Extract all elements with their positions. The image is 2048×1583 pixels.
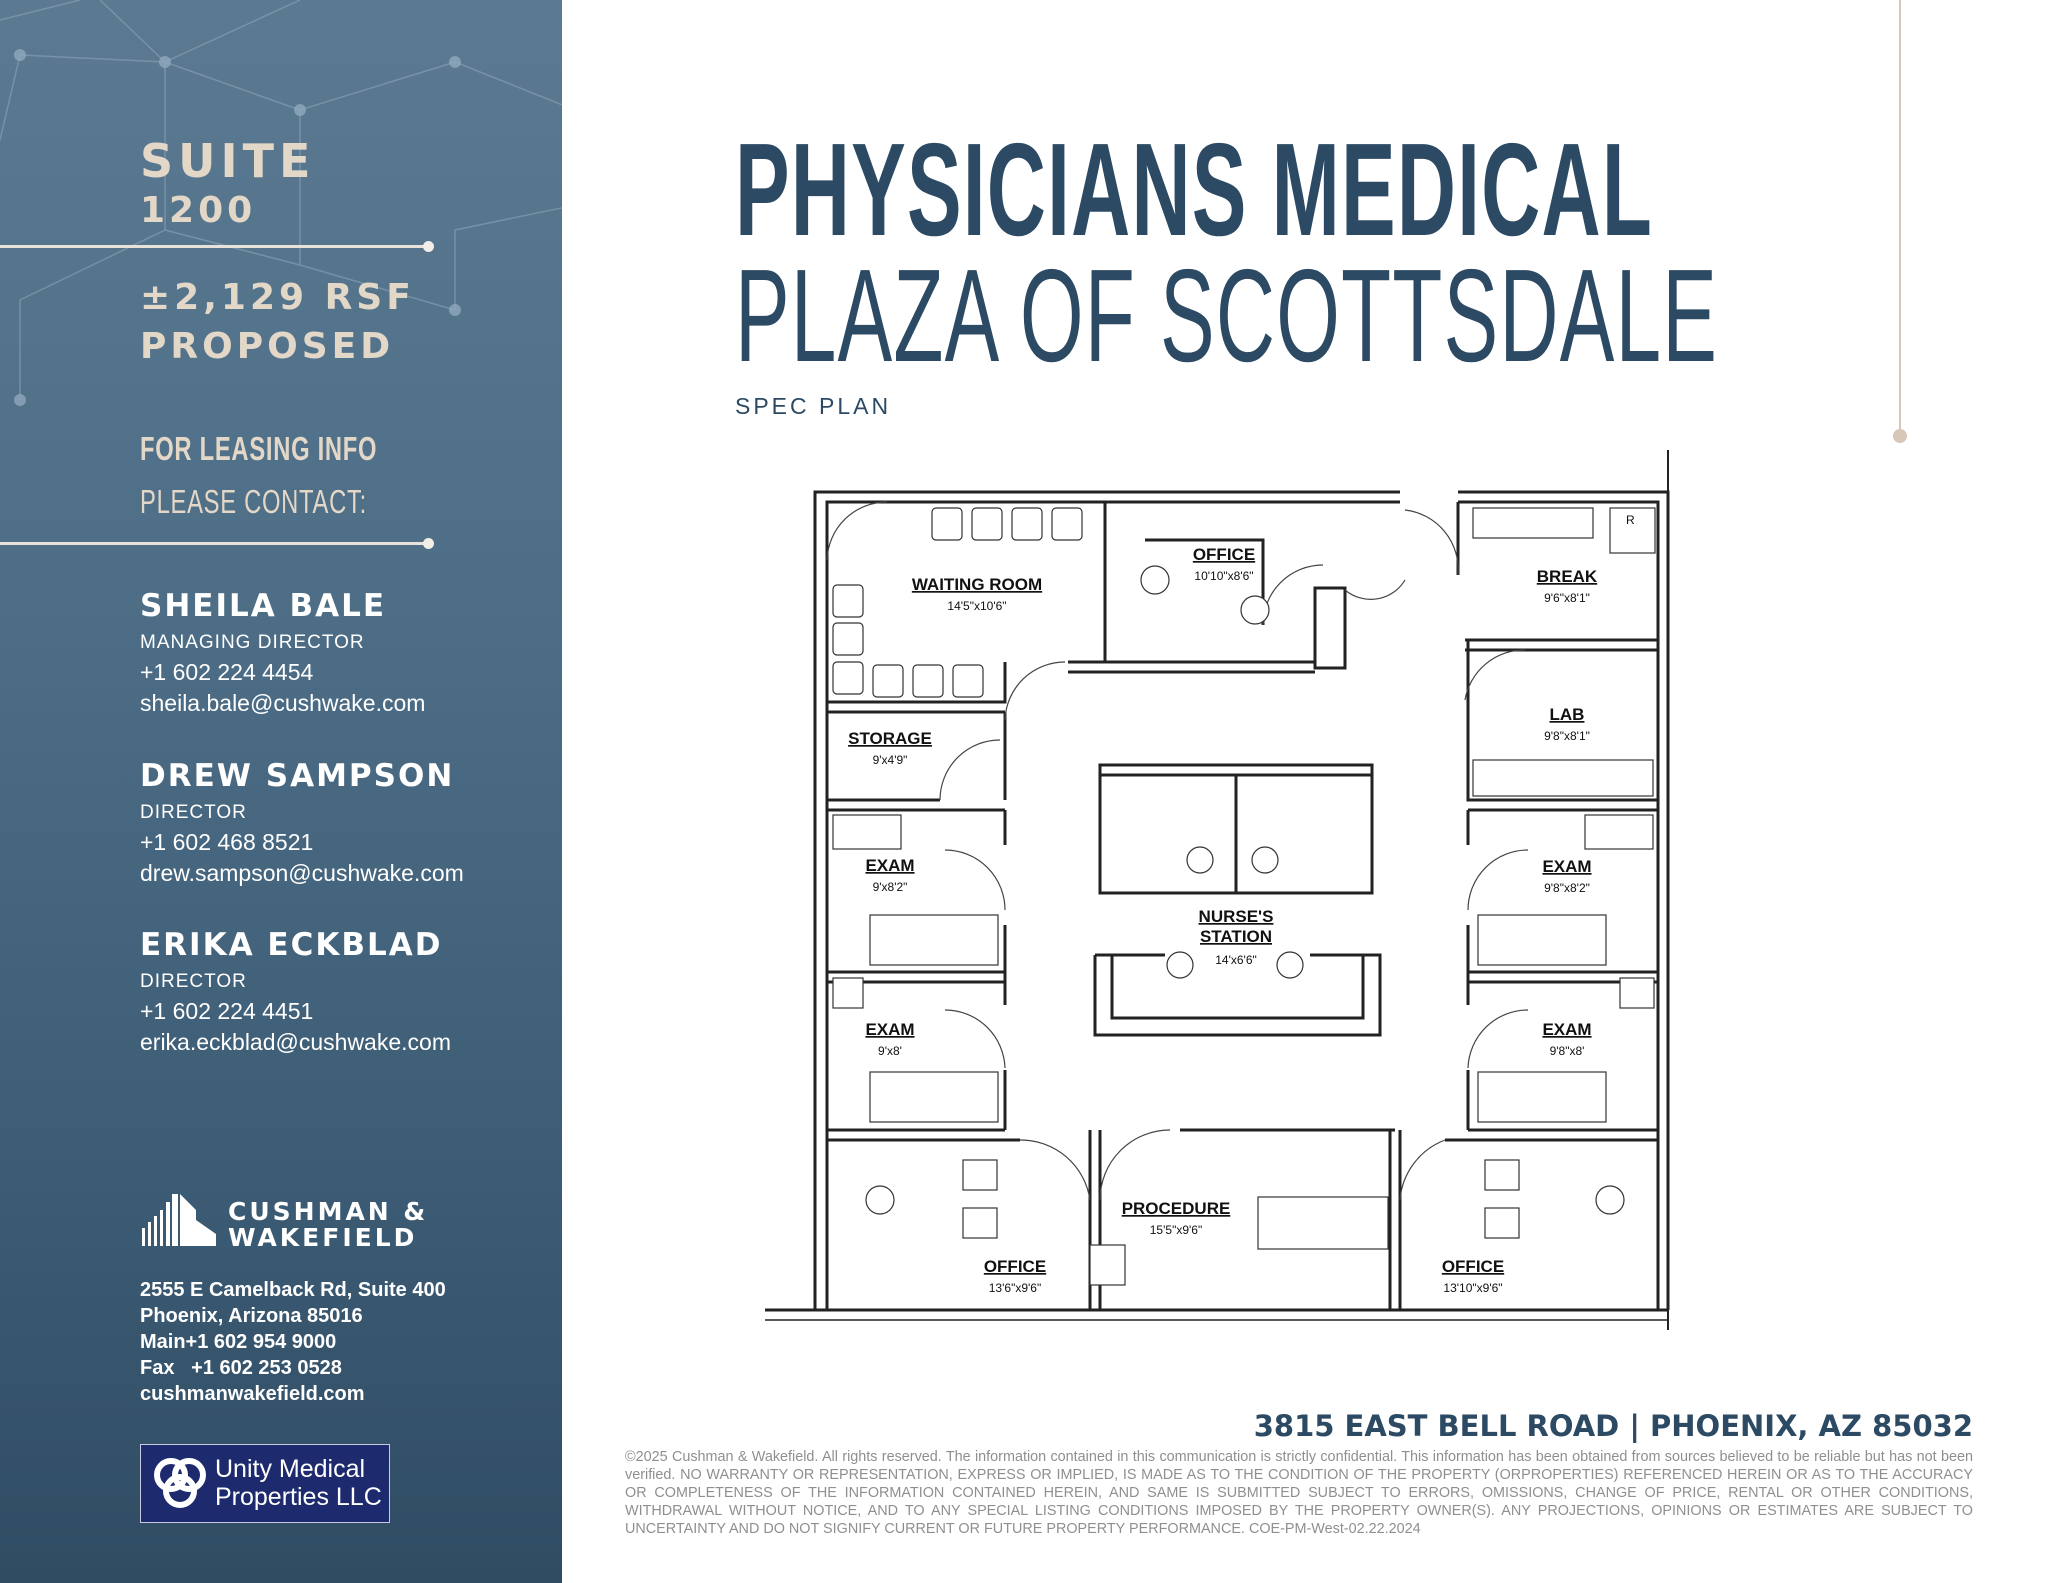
cushman-wakefield-logo-icon: [140, 1192, 220, 1248]
room-size: 10'10"x8'6": [1194, 569, 1254, 583]
contact-email[interactable]: erika.eckblad@cushwake.com: [140, 1029, 451, 1055]
contact-email[interactable]: sheila.bale@cushwake.com: [140, 690, 426, 716]
room-size: 9'8"x8': [1549, 1044, 1585, 1058]
room-size: 14'x6'6": [1215, 953, 1257, 967]
room-name: WAITING ROOM: [911, 575, 1043, 594]
brokerage-website[interactable]: cushmanwakefield.com: [140, 1383, 365, 1405]
brokerage-logo-line2: WAKEFIELD: [228, 1223, 418, 1252]
contact-name: ERIKA ECKBLAD: [140, 927, 443, 963]
sidebar: [0, 0, 562, 1583]
brokerage-address2: Phoenix, Arizona 85016: [140, 1305, 363, 1327]
room-name: EXAM: [1542, 857, 1592, 876]
room-size: 9'x4'9": [872, 753, 908, 767]
contact-title: DIRECTOR: [140, 802, 247, 823]
leasing-heading: FOR LEASING INFO: [140, 430, 378, 467]
contact-phone[interactable]: +1 602 224 4454: [140, 659, 314, 685]
room-size: 9'8"x8'1": [1544, 729, 1590, 743]
subtitle: SPEC PLAN: [735, 393, 892, 419]
divider-dot: [423, 241, 434, 252]
fridge-label: R: [1626, 513, 1635, 527]
rentable-square-feet: ±2,129 RSF: [140, 277, 415, 318]
room-size: 14'5"x10'6": [947, 599, 1007, 613]
contact-name: SHEILA BALE: [140, 588, 387, 624]
suite-status: PROPOSED: [140, 326, 395, 367]
room-size: 13'10"x9'6": [1443, 1281, 1503, 1295]
contact-phone[interactable]: +1 602 468 8521: [140, 829, 314, 855]
legal-disclaimer: ©2025 Cushman & Wakefield. All rights reserved. The information contained in this communication is strictly confidential. This information has been obtained from sources believed to be reliable but has not been verified. NO WARRANTY OR REPRESENTATION, EXPRESS OR IMPLIED, IS MADE AS TO THE CONDITION OF THE PROPERTY (ORPROPERTIES) REFERENCED HEREIN OR AS TO THE ACCURACY OR COMPLETENESS OF THE INFORMATION CONTAINED HEREIN, AND SAME IS SUBMITTED SUBJECT TO ERRORS, OMISSIONS, CHANGE OF PRICE, RENTAL OR OTHER CONDITIONS, WITHDRAWAL WITHOUT NOTICE, AND TO ANY SPECIAL LISTING CONDITIONS IMPOSED BY THE PROPERTY OWNER(S). ANY PROJECTIONS, OPINIONS OR ESTIMATES ARE SUBJECT TO UNCERTAINTY AND DO NOT SIGNIFY CURRENT OR FUTURE PROPERTY PERFORMANCE. COE-PM-West-02.22.2024: [625, 1449, 1973, 1538]
decorative-dot: [1893, 429, 1907, 443]
divider-dot: [423, 538, 434, 549]
contact-title: DIRECTOR: [140, 971, 247, 992]
property-address: 3815 EAST BELL ROAD | PHOENIX, AZ 85032: [1253, 1409, 1973, 1443]
room-name: BREAK: [1536, 567, 1598, 586]
room-name: STORAGE: [848, 729, 932, 748]
room-name: OFFICE: [1192, 545, 1256, 564]
room-name: NURSE'S: [1198, 907, 1274, 926]
room-size: 9'x8'2": [872, 880, 908, 894]
suite-number: 1200: [140, 190, 257, 231]
leasing-subheading: PLEASE CONTACT:: [140, 483, 367, 520]
title-line1: PHYSICIANS MEDICAL: [735, 116, 1654, 263]
room-name: OFFICE: [1441, 1257, 1505, 1276]
brokerage-logo-line1: CUSHMAN &: [228, 1197, 429, 1226]
room-name: PROCEDURE: [1121, 1199, 1231, 1218]
contact-name: DREW SAMPSON: [140, 758, 455, 794]
unity-medical-logo: [140, 1444, 390, 1523]
unity-ring-icon: [149, 1453, 211, 1513]
room-size: 9'8"x8'2": [1544, 881, 1590, 895]
room-name: LAB: [1549, 705, 1585, 724]
brokerage-main-phone: Main+1 602 954 9000: [140, 1331, 337, 1353]
contact-email[interactable]: drew.sampson@cushwake.com: [140, 860, 464, 886]
divider: [0, 542, 425, 545]
room-name: OFFICE: [983, 1257, 1047, 1276]
room-size: 15'5"x9'6": [1149, 1223, 1203, 1237]
owner-logo-line1: Unity Medical: [215, 1455, 366, 1483]
room-name: EXAM: [1542, 1020, 1592, 1039]
brokerage-address1: 2555 E Camelback Rd, Suite 400: [140, 1279, 446, 1301]
contact-phone[interactable]: +1 602 224 4451: [140, 998, 314, 1024]
owner-logo-line2: Properties LLC: [215, 1483, 382, 1511]
room-size: 13'6"x9'6": [988, 1281, 1042, 1295]
contact-title: MANAGING DIRECTOR: [140, 632, 365, 653]
room-size: 9'6"x8'1": [1544, 591, 1590, 605]
room-size: 9'x8': [878, 1044, 902, 1058]
divider: [0, 245, 425, 248]
room-name: EXAM: [865, 1020, 915, 1039]
room-name: EXAM: [865, 856, 915, 875]
title-line2: PLAZA OF SCOTTSDALE: [735, 242, 1719, 389]
floor-plan: [760, 445, 1680, 1345]
room-name: STATION: [1199, 927, 1273, 946]
brokerage-fax: Fax +1 602 253 0528: [140, 1357, 342, 1379]
suite-label: SUITE: [140, 134, 316, 188]
decorative-line: [1899, 0, 1901, 430]
